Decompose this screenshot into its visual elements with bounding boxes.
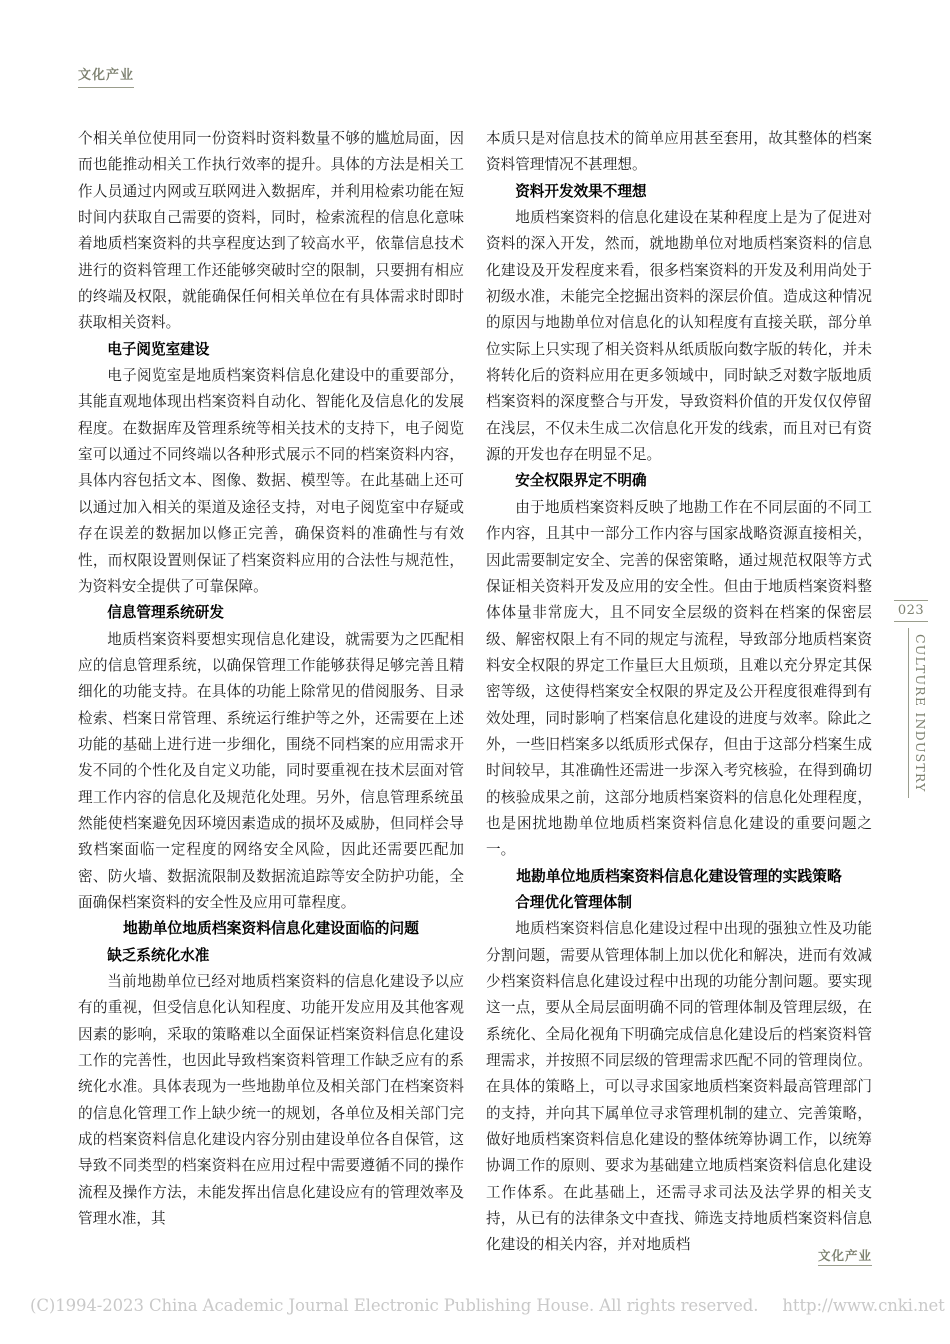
sub-heading: 资料开发效果不理想	[515, 182, 647, 200]
footer-brand: 文化产业	[818, 1248, 872, 1266]
copyright-url: http://www.cnki.net	[782, 1296, 945, 1315]
paragraph: 当前地勘单位已经对地质档案资料的信息化建设予以应有的重视，但受信息化认知程度、功能开发应用及其他客观因素的影响，采取的策略难以全面保证档案资料信息化建设工作的完善性，也因此导致档案资料管理工作缺乏应有的系统化水准。具体表现为一些地勘单位及相关部门在档案资料的信息化管理工作上缺少统一的规划，各单位及相关部门完成的档案资料信息化建设内容分别由建设单位各自保管，这导致不同类型的档案资料在应用过程中需要遵循不同的操作流程及操作方法，未能发挥出信息化建设应有的管理效率及管理水准，其	[78, 973, 464, 1228]
paragraph-continued: 个相关单位使用同一份资料时资料数量不够的尴尬局面，因而也能推动相关工作执行效率的提升。具体的方法是相关工作人员通过内网或互联网进入数据库，并利用检索功能在短时间内获取自己需要的资料，同时，检索流程的信息化意味着地质档案资料的共享程度达到了较高水平，依靠信息技术进行的资料管理工作还能够突破时空的限制，只要拥有相应的终端及权限，就能确保任何相关单位在有具体需求时即时获取相关资料。	[78, 130, 464, 332]
page-number: 023	[894, 600, 928, 622]
paragraph: 地质档案资料信息化建设过程中出现的强独立性及功能分割问题，需要从管理体制上加以优化和解决，进而有效减少档案资料信息化建设过程中出现的功能分割问题。要实现这一点，要从全局层面明确不同的管理体制及管理层级，在系统化、全局化视角下明确完成信息化建设后的档案资料管理需求，并按照不同层级的管理需求匹配不同的管理岗位。在具体的策略上，可以寻求国家地质档案资料最高管理部门的支持，并向其下属单位寻求管理机制的建立、完善策略，做好地质档案资料信息化建设的整体统筹协调工作，以统筹协调工作的原则、要求为基础建立地质档案资料信息化建设工作体系。在此基础上，还需寻求司法及法学界的相关支持，从已有的法律条文中查找、筛选支持地质档案资料信息化建设的相关内容，并对地质档	[486, 920, 872, 1254]
section-heading: 地勘单位地质档案资料信息化建设面临的问题	[123, 920, 419, 938]
paragraph-continued: 本质只是对信息技术的简单应用甚至套用，故其整体的档案资料管理情况不甚理想。	[486, 130, 872, 174]
paragraph: 地质档案资料要想实现信息化建设，就需要为之匹配相应的信息管理系统，以确保管理工作能够获得足够完善且精细化的功能支持。在具体的功能上除常见的借阅服务、目录检索、档案日常管理、系统运行维护等之外，还需要在上述功能的基础上进行进一步细化，围绕不同档案的应用需求开发不同的个性化及自定义功能，同时要重视在技术层面对管理工作内容的信息化及规范化处理。另外，信息管理系统虽然能使档案避免因环境因素造成的损坏及威胁，但同样会导致档案面临一定程度的网络安全风险，因此还需要匹配加密、防火墙、数据流限制及数据流追踪等安全防护功能，全面确保档案资料的安全性及应用可靠程度。	[78, 630, 464, 911]
running-head: 文化产业	[78, 68, 134, 88]
right-column	[486, 126, 872, 1254]
body-columns	[78, 126, 872, 1254]
section-heading: 地勘单位地质档案资料信息化建设管理的实践策略	[516, 867, 842, 885]
sub-heading: 合理优化管理体制	[515, 893, 632, 911]
left-column	[78, 126, 464, 1228]
sub-heading: 电子阅览室建设	[107, 340, 210, 358]
side-page-marker	[894, 600, 928, 798]
copyright-text: (C)1994-2023 China Academic Journal Electronic Publishing House. All rights reserved.	[30, 1296, 759, 1315]
paragraph: 由于地质档案资料反映了地勘工作在不同层面的不同工作内容，且其中一部分工作内容与国家战略资源直接相关，因此需要制定安全、完善的保密策略，通过规范权限等方式保证相关资料开发及应用的安全性。但由于地质档案资料整体体量非常庞大，且不同安全层级的资料在档案的保密层级、解密权限上有不同的规定与流程，导致部分地质档案资料安全权限的界定工作量巨大且烦琐，且难以充分界定其保密等级，这使得档案安全权限的界定及公开程度很难得到有效处理，同时影响了档案信息化建设的进度与效率。除此之外，一些旧档案多以纸质形式保存，但由于这部分档案生成时间较早，其准确性还需进一步深入考究核验，在得到确切的核验成果之前，这部分地质档案资料的信息化处理程度，也是困扰地勘单位地质档案资料信息化建设的重要问题之一。	[486, 498, 872, 859]
sub-heading: 安全权限界定不明确	[515, 472, 647, 490]
paragraph: 电子阅览室是地质档案资料信息化建设中的重要部分，其能直观地体现出档案资料自动化、智能化及信息化的发展程度。在数据库及管理系统等相关技术的支持下，电子阅览室可以通过不同终端以各种形式展示不同的档案资料内容，具体内容包括文本、图像、数据、模型等。在此基础上还可以通过加入相关的渠道及途径支持，对电子阅览室中存疑或存在误差的数据加以修正完善，确保资料的准确性与有效性，而权限设置则保证了档案资料应用的合法性与规范性，为资料安全提供了可靠保障。	[78, 367, 464, 595]
copyright-notice	[30, 1296, 945, 1315]
sub-heading: 信息管理系统研发	[107, 604, 224, 622]
sub-heading: 缺乏系统化水准	[107, 946, 210, 964]
paragraph: 地质档案资料的信息化建设在某种程度上是为了促进对资料的深入开发，然而，就地勘单位对地质档案资料的信息化建设及开发程度来看，很多档案资料的开发及利用尚处于初级水准，未能完全挖掘出资料的深层价值。造成这种情况的原因与地勘单位对信息化的认知程度有直接关联，部分单位实际上只实现了相关资料从纸质版向数字版的转化，并未将转化后的资料应用在更多领域中，同时缺乏对数字版地质档案资料的深度整合与开发，导致资料价值的开发仅仅停留在浅层，不仅未生成二次信息化开发的线索，而且对已有资源的开发也存在明显不足。	[486, 209, 872, 464]
journal-name-vertical: CULTURE INDUSTRY	[908, 628, 928, 798]
